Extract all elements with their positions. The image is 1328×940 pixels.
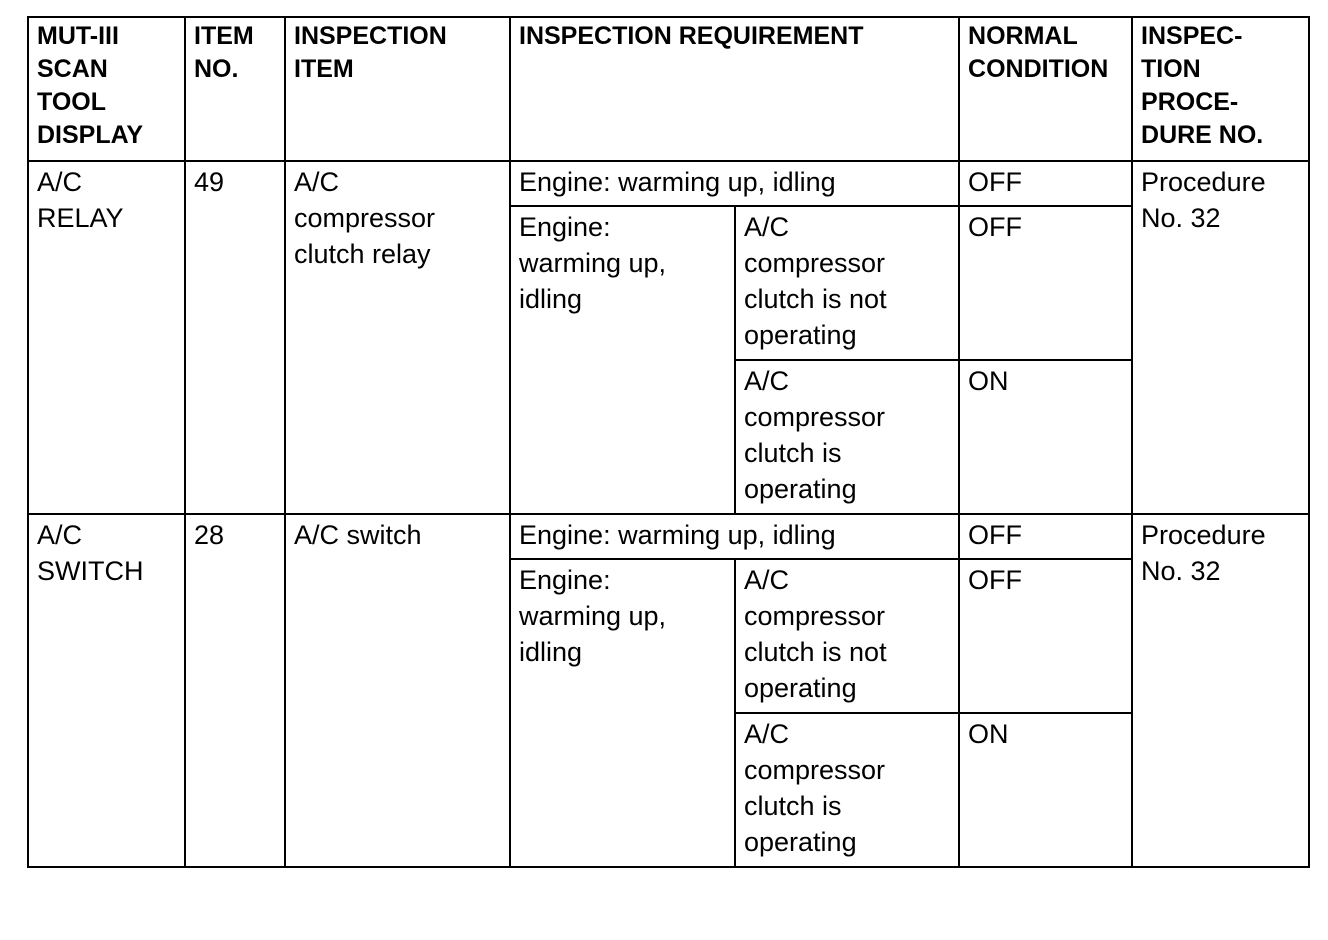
header-scan-tool-display: MUT-III SCAN TOOL DISPLAY xyxy=(28,17,185,161)
table-row xyxy=(28,514,1309,559)
requirement-condition-cell: A/C compressor clutch is operating xyxy=(735,360,959,514)
procedure-no-cell: Procedure No. 32 xyxy=(1132,161,1309,514)
inspection-table xyxy=(27,16,1310,868)
header-inspection-requirement: INSPECTION REQUIREMENT xyxy=(510,17,959,161)
requirement-condition-cell: A/C compressor clutch is not operating xyxy=(735,559,959,713)
normal-condition-cell: ON xyxy=(959,713,1132,867)
header-normal-condition: NORMAL CONDITION xyxy=(959,17,1132,161)
requirement-engine-cell: Engine: warming up, idling xyxy=(510,559,735,867)
inspection-requirement-cell: Engine: warming up, idling xyxy=(510,161,959,206)
table-row xyxy=(28,161,1309,206)
scan-tool-display-cell: A/C RELAY xyxy=(28,161,185,514)
normal-condition-cell: OFF xyxy=(959,206,1132,360)
normal-condition-cell: OFF xyxy=(959,514,1132,559)
item-no-cell: 28 xyxy=(185,514,285,867)
requirement-condition-cell: A/C compressor clutch is operating xyxy=(735,713,959,867)
inspection-requirement-cell: Engine: warming up, idling xyxy=(510,514,959,559)
normal-condition-cell: ON xyxy=(959,360,1132,514)
inspection-item-cell: A/C compressor clutch relay xyxy=(285,161,510,514)
normal-condition-cell: OFF xyxy=(959,559,1132,713)
header-item-no: ITEM NO. xyxy=(185,17,285,161)
header-row xyxy=(28,17,1309,161)
requirement-engine-cell: Engine: warming up, idling xyxy=(510,206,735,514)
normal-condition-cell: OFF xyxy=(959,161,1132,206)
inspection-item-cell: A/C switch xyxy=(285,514,510,867)
item-no-cell: 49 xyxy=(185,161,285,514)
requirement-condition-cell: A/C compressor clutch is not operating xyxy=(735,206,959,360)
header-inspection-item: INSPECTION ITEM xyxy=(285,17,510,161)
procedure-no-cell: Procedure No. 32 xyxy=(1132,514,1309,867)
scan-tool-display-cell: A/C SWITCH xyxy=(28,514,185,867)
header-procedure-no: INSPEC- TION PROCE- DURE NO. xyxy=(1132,17,1309,161)
